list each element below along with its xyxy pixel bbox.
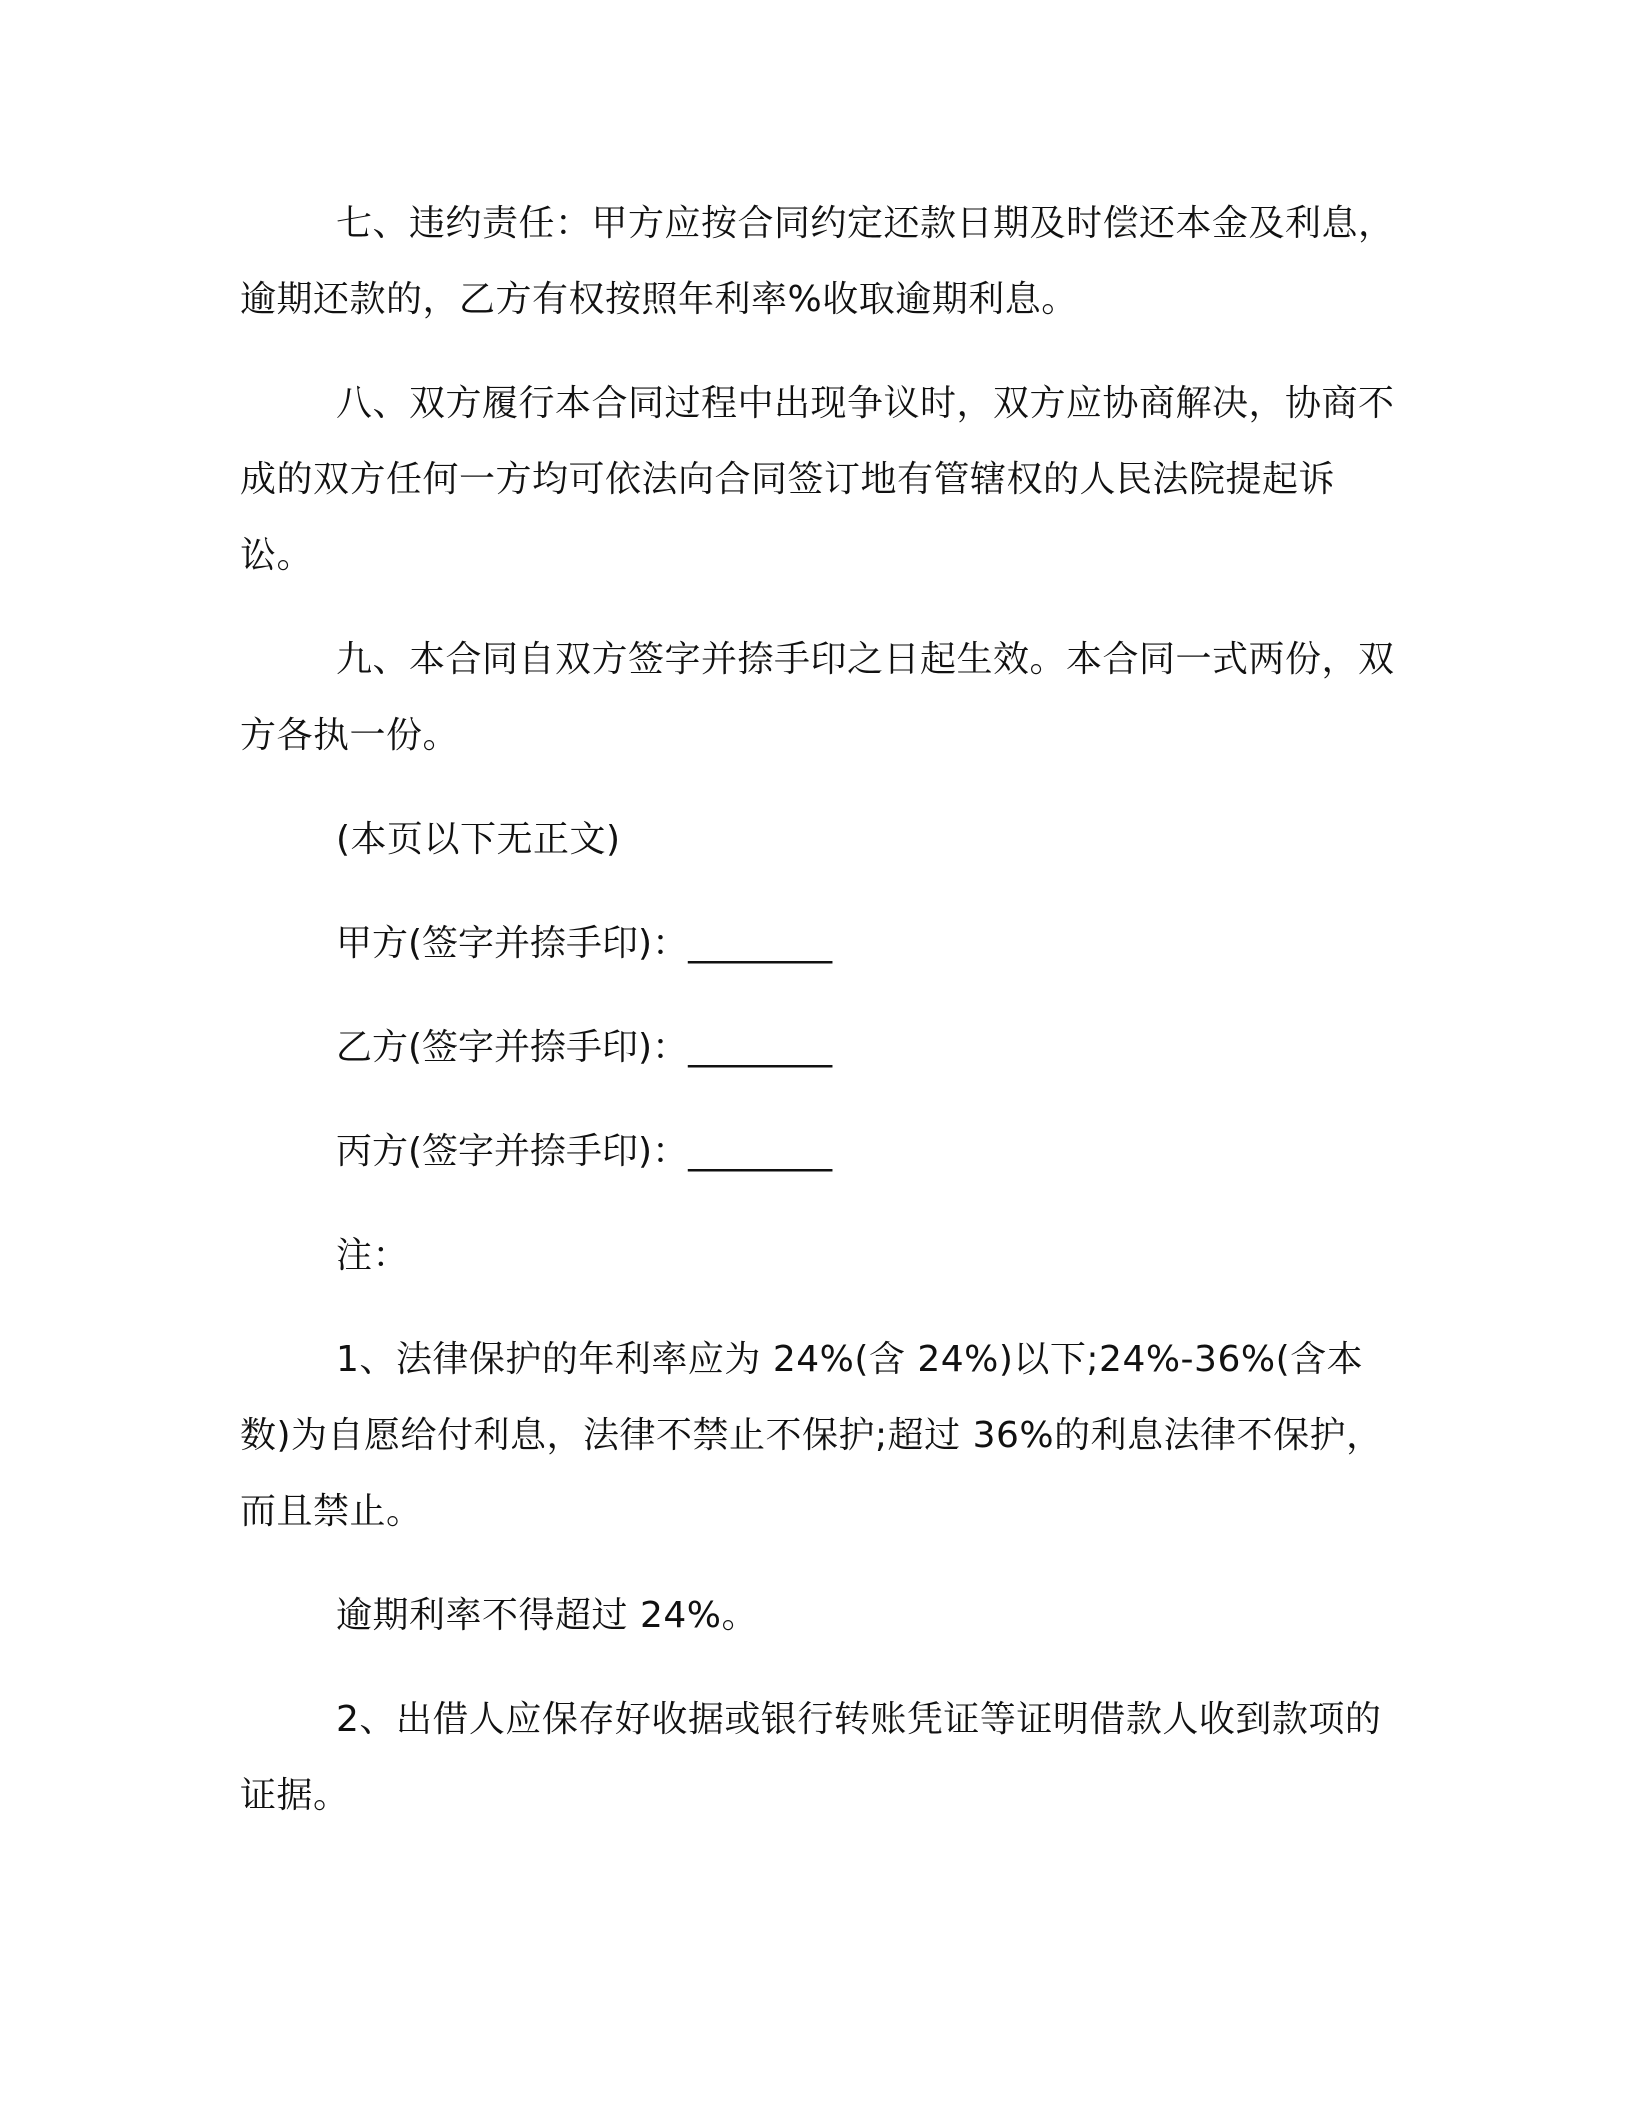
clause-7-paragraph: 七、违约责任：甲方应按合同约定还款日期及时偿还本金及利息，逾期还款的，乙方有权按照年利率%收取逾期利息。 bbox=[240, 203, 1395, 320]
signature-line-party-b bbox=[240, 1010, 1400, 1086]
signature-blank-party-a: ________ bbox=[688, 923, 833, 964]
note-heading: 注： bbox=[336, 1235, 410, 1276]
signature-label-party-b: 乙方(签字并捺手印)： bbox=[336, 1027, 689, 1068]
clause-8-paragraph: 八、双方履行本合同过程中出现争议时，双方应协商解决，协商不成的双方任何一方均可依法向合同签订地有管辖权的人民法院提起诉讼。 bbox=[240, 383, 1395, 576]
signature-blank-party-c: ________ bbox=[688, 1131, 833, 1172]
clause-9-paragraph: 九、本合同自双方签字并捺手印之日起生效。本合同一式两份，双方各执一份。 bbox=[240, 639, 1395, 756]
no-more-text-note: (本页以下无正文) bbox=[336, 819, 621, 860]
document-body bbox=[240, 186, 1400, 1862]
note-2-paragraph: 2、出借人应保存好收据或银行转账凭证等证明借款人收到款项的证据。 bbox=[240, 1699, 1382, 1816]
note-1-overdue-paragraph: 逾期利率不得超过 24%。 bbox=[336, 1595, 758, 1636]
signature-label-party-a: 甲方(签字并捺手印)： bbox=[336, 923, 689, 964]
signature-label-party-c: 丙方(签字并捺手印)： bbox=[336, 1131, 689, 1172]
note-1-paragraph: 1、法律保护的年利率应为 24%(含 24%)以下;24%-36%(含本数)为自愿给付利息，法律不禁止不保护;超过 36%的利息法律不保护，而且禁止。 bbox=[240, 1339, 1383, 1532]
signature-line-party-a bbox=[240, 906, 1400, 982]
signature-line-party-c bbox=[240, 1114, 1400, 1190]
signature-blank-party-b: ________ bbox=[688, 1027, 833, 1068]
